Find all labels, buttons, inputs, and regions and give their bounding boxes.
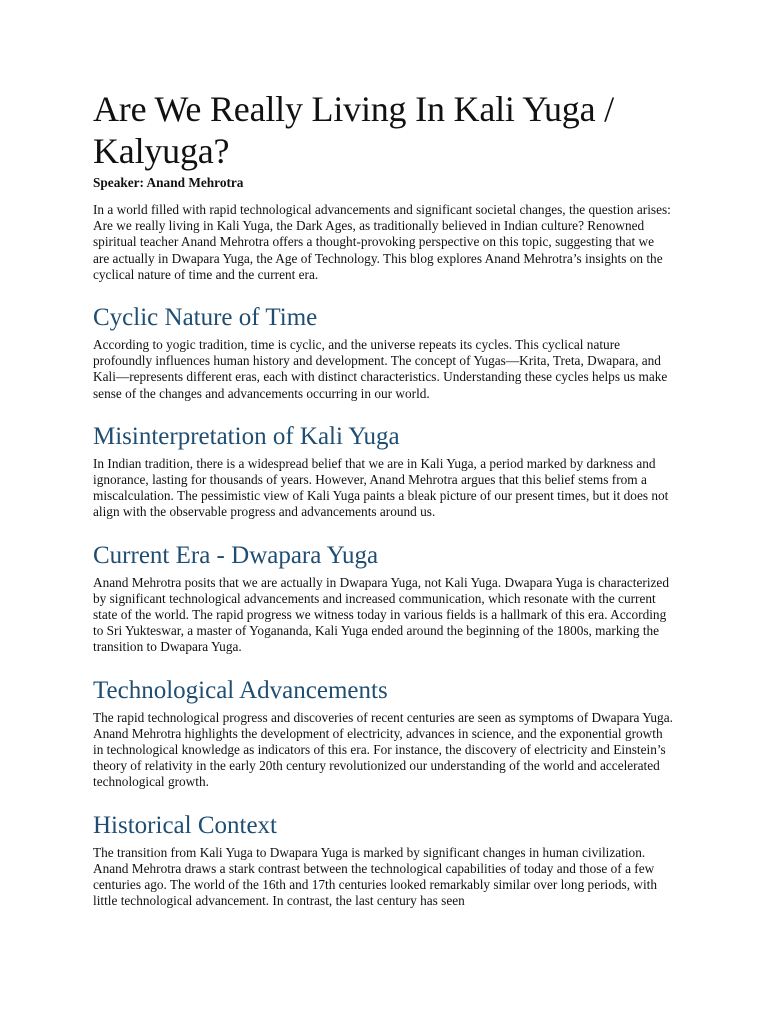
section-heading: Cyclic Nature of Time (93, 304, 318, 332)
section-current-era-dwapara-yuga (93, 541, 673, 656)
section-heading: Current Era - Dwapara Yuga (93, 541, 379, 569)
section-body: The transition from Kali Yuga to Dwapara Yuga is marked by significant changes in human civilization. Anand Mehrotra draws a stark contrast between the technological capabilities of today and those of a few centuries ago. The world of the 16th and 17th centuries looked remarkably similar over long periods, with little technological advancement. In contrast, the last century has seen (93, 844, 657, 909)
section-body: In Indian tradition, there is a widespread belief that we are in Kali Yuga, a period marked by darkness and ignorance, lasting for thousands of years. However, Anand Mehrotra argues that this belief stems from a miscalculation. The pessimistic view of Kali Yuga paints a bleak picture of our present times, but it does not align with the observable progress and advancements around us. (93, 455, 669, 520)
section-heading: Misinterpretation of Kali Yuga (93, 422, 400, 450)
section-heading: Historical Context (93, 811, 277, 839)
article (93, 88, 673, 909)
section-cyclic-nature-of-time (93, 303, 673, 402)
speaker-line: Speaker: Anand Mehrotra (93, 175, 244, 190)
section-historical-context (93, 811, 673, 910)
intro-paragraph: In a world filled with rapid technological advancements and significant societal changes, the question arises: Are we really living in Kali Yuga, the Dark Ages, as traditionally believed in Indian culture? Renowned spiritual teacher Anand Mehrotra offers a thought-provoking perspective on this topic, suggesting that we are actually in Dwapara Yuga, the Age of Technology. This blog explores Anand Mehrotra’s insights on the cyclical nature of time and the current era. (93, 202, 671, 282)
article-title: Are We Really Living In Kali Yuga / Kalyuga? (93, 89, 614, 171)
section-heading: Technological Advancements (93, 676, 388, 704)
section-misinterpretation-of-kali-yuga (93, 422, 673, 521)
section-body: According to yogic tradition, time is cyclic, and the universe repeats its cycles. This cyclical nature profoundly influences human history and development. The concept of Yugas—Krita, Treta, Dwapara, and Kali—represents different eras, each with distinct characteristics. Understanding these cycles helps us make sense of the changes and advancements occurring in our world. (93, 337, 668, 401)
section-body: Anand Mehrotra posits that we are actually in Dwapara Yuga, not Kali Yuga. Dwapara Yuga is characterized by significant technological advancements and increased communication, which resonate with the current state of the world. The rapid progress we witness today in various fields is a hallmark of this era. According to Sri Yukteswar, a master of Yogananda, Kali Yuga ended around the beginning of the 1800s, marking the transition to Dwapara Yuga. (93, 574, 669, 655)
section-body: The rapid technological progress and discoveries of recent centuries are seen as symptoms of Dwapara Yuga. Anand Mehrotra highlights the development of electricity, advances in science, and the exponential growth in technological knowledge as indicators of this era. For instance, the discovery of electricity and Einstein’s theory of relativity in the early 20th century revolutionized our understanding of the world and accelerated technological growth. (93, 709, 673, 790)
section-technological-advancements (93, 676, 673, 791)
